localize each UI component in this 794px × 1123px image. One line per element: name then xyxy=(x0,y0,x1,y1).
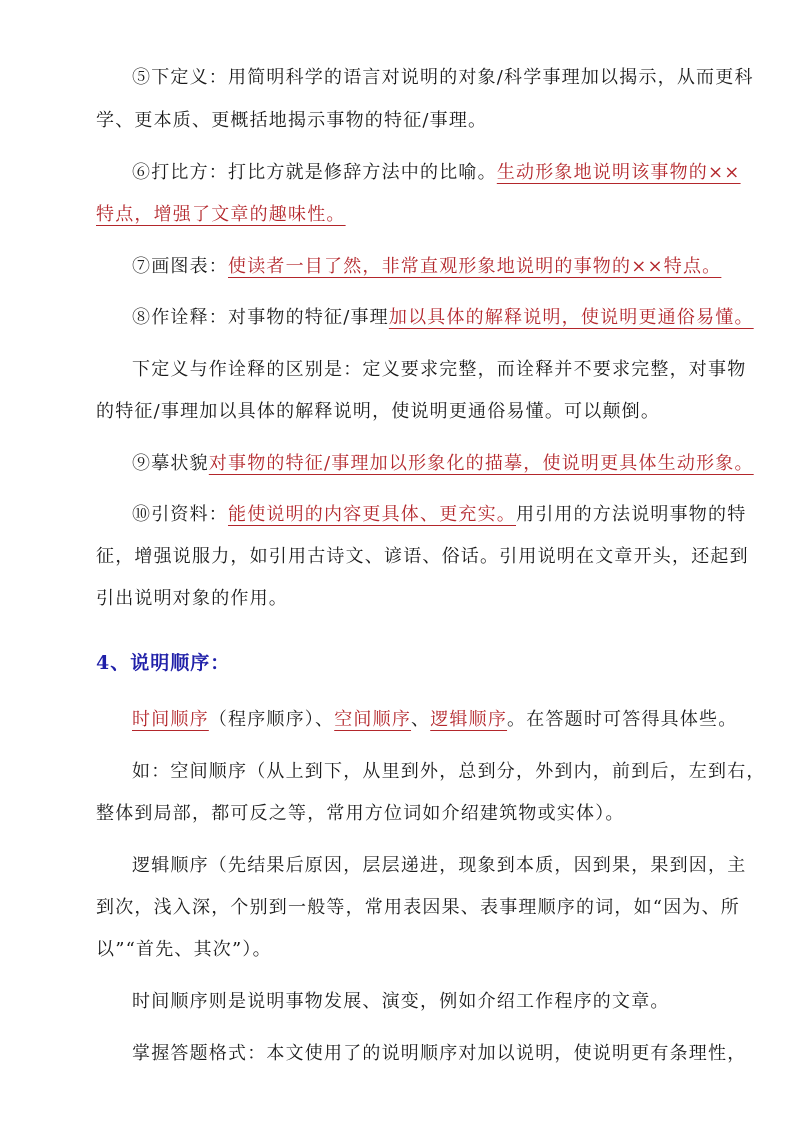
paragraph-define-line-1 xyxy=(132,66,754,90)
text: 整体到局部，都可反之等，常用方位词如介绍建筑物或实体）。 xyxy=(96,803,625,824)
paragraph-difference-line-2 xyxy=(96,400,660,424)
underlined-text: 特点，增强了文章的趣味性。 xyxy=(96,204,346,225)
text: ⑤下定义：用简明科学的语言对说明的对象/科学事理加以揭示，从而更科 xyxy=(132,67,754,88)
paragraph-order-types-line xyxy=(132,708,737,732)
paragraph-quote-line-1 xyxy=(132,503,746,527)
paragraph-describe-line xyxy=(132,452,754,476)
text: 的特征/事理加以具体的解释说明，使说明更通俗易懂。可以颠倒。 xyxy=(96,401,661,422)
paragraph-chart-line xyxy=(132,255,721,279)
underlined-text: 空间顺序 xyxy=(334,709,412,730)
text: ⑥打比方：打比方就是修辞方法中的比喻。 xyxy=(132,162,497,183)
paragraph-space-order-line-1 xyxy=(132,760,766,784)
text: 如：空间顺序（从上到下，从里到外，总到分，外到内，前到后，左到右， xyxy=(132,761,766,782)
text: 用引用的方法说明事物的特 xyxy=(516,504,747,525)
underlined-text: 能使说明的内容更具体、更充实。 xyxy=(228,504,516,525)
text: 征，增强说服力，如引用古诗文、谚语、俗话。引用说明在文章开头，还起到 xyxy=(96,546,749,567)
paragraph-analogy-line-2 xyxy=(96,203,346,227)
text: ⑧作诠释：对事物的特征/事理 xyxy=(132,307,389,328)
paragraph-quote-line-2 xyxy=(96,545,749,569)
text: 下定义与作诠释的区别是：定义要求完整，而诠释并不要求完整，对事物 xyxy=(132,359,747,380)
paragraph-explain-line xyxy=(132,306,754,330)
text: ⑦画图表： xyxy=(132,256,228,277)
underlined-text: 生动形象地说明该事物的×× xyxy=(496,162,741,183)
section-heading: 4、说明顺序： xyxy=(96,652,231,674)
paragraph-analogy-line-1 xyxy=(132,161,741,185)
text: 以”“首先、其次”）。 xyxy=(96,939,272,960)
paragraph-logic-order-line-2 xyxy=(96,896,740,920)
underlined-text: 使读者一目了然，非常直观形象地说明的事物的××特点。 xyxy=(228,256,722,277)
paragraph-time-order-line xyxy=(132,990,670,1014)
text: 到次，浅入深，个别到一般等，常用表因果、表事理顺序的词，如“因为、所 xyxy=(96,897,740,918)
paragraph-logic-order-line-3 xyxy=(96,938,272,962)
text: 引出说明对象的作用。 xyxy=(96,588,288,609)
text: （程序顺序）、 xyxy=(208,709,335,730)
paragraph-difference-line-1 xyxy=(132,358,746,382)
text: 。在答题时可答得具体些。 xyxy=(507,709,738,730)
underlined-text: 对事物的特征/事理加以形象化的描摹，使说明更具体生动形象。 xyxy=(208,453,754,474)
paragraph-space-order-line-2 xyxy=(96,802,625,826)
text: ⑩引资料： xyxy=(132,504,228,525)
text: 时间顺序则是说明事物发展、演变，例如介绍工作程序的文章。 xyxy=(132,991,670,1012)
text: 学、更本质、更概括地揭示事物的特征/事理。 xyxy=(96,110,488,131)
text: 掌握答题格式：本文使用了的说明顺序对加以说明，使说明更有条理性， xyxy=(132,1043,747,1064)
text: ⑨摹状貌 xyxy=(132,453,209,474)
underlined-text: 加以具体的解释说明，使说明更通俗易懂。 xyxy=(388,307,754,328)
paragraph-logic-order-line-1 xyxy=(132,854,746,878)
paragraph-define-line-2 xyxy=(96,109,487,133)
underlined-text: 逻辑顺序 xyxy=(430,709,508,730)
paragraph-answer-format-line xyxy=(132,1042,746,1066)
paragraph-quote-line-3 xyxy=(96,587,288,611)
underlined-text: 时间顺序 xyxy=(132,709,209,730)
text: 、 xyxy=(411,709,431,730)
text: 逻辑顺序（先结果后原因，层层递进，现象到本质，因到果，果到因，主 xyxy=(132,855,747,876)
